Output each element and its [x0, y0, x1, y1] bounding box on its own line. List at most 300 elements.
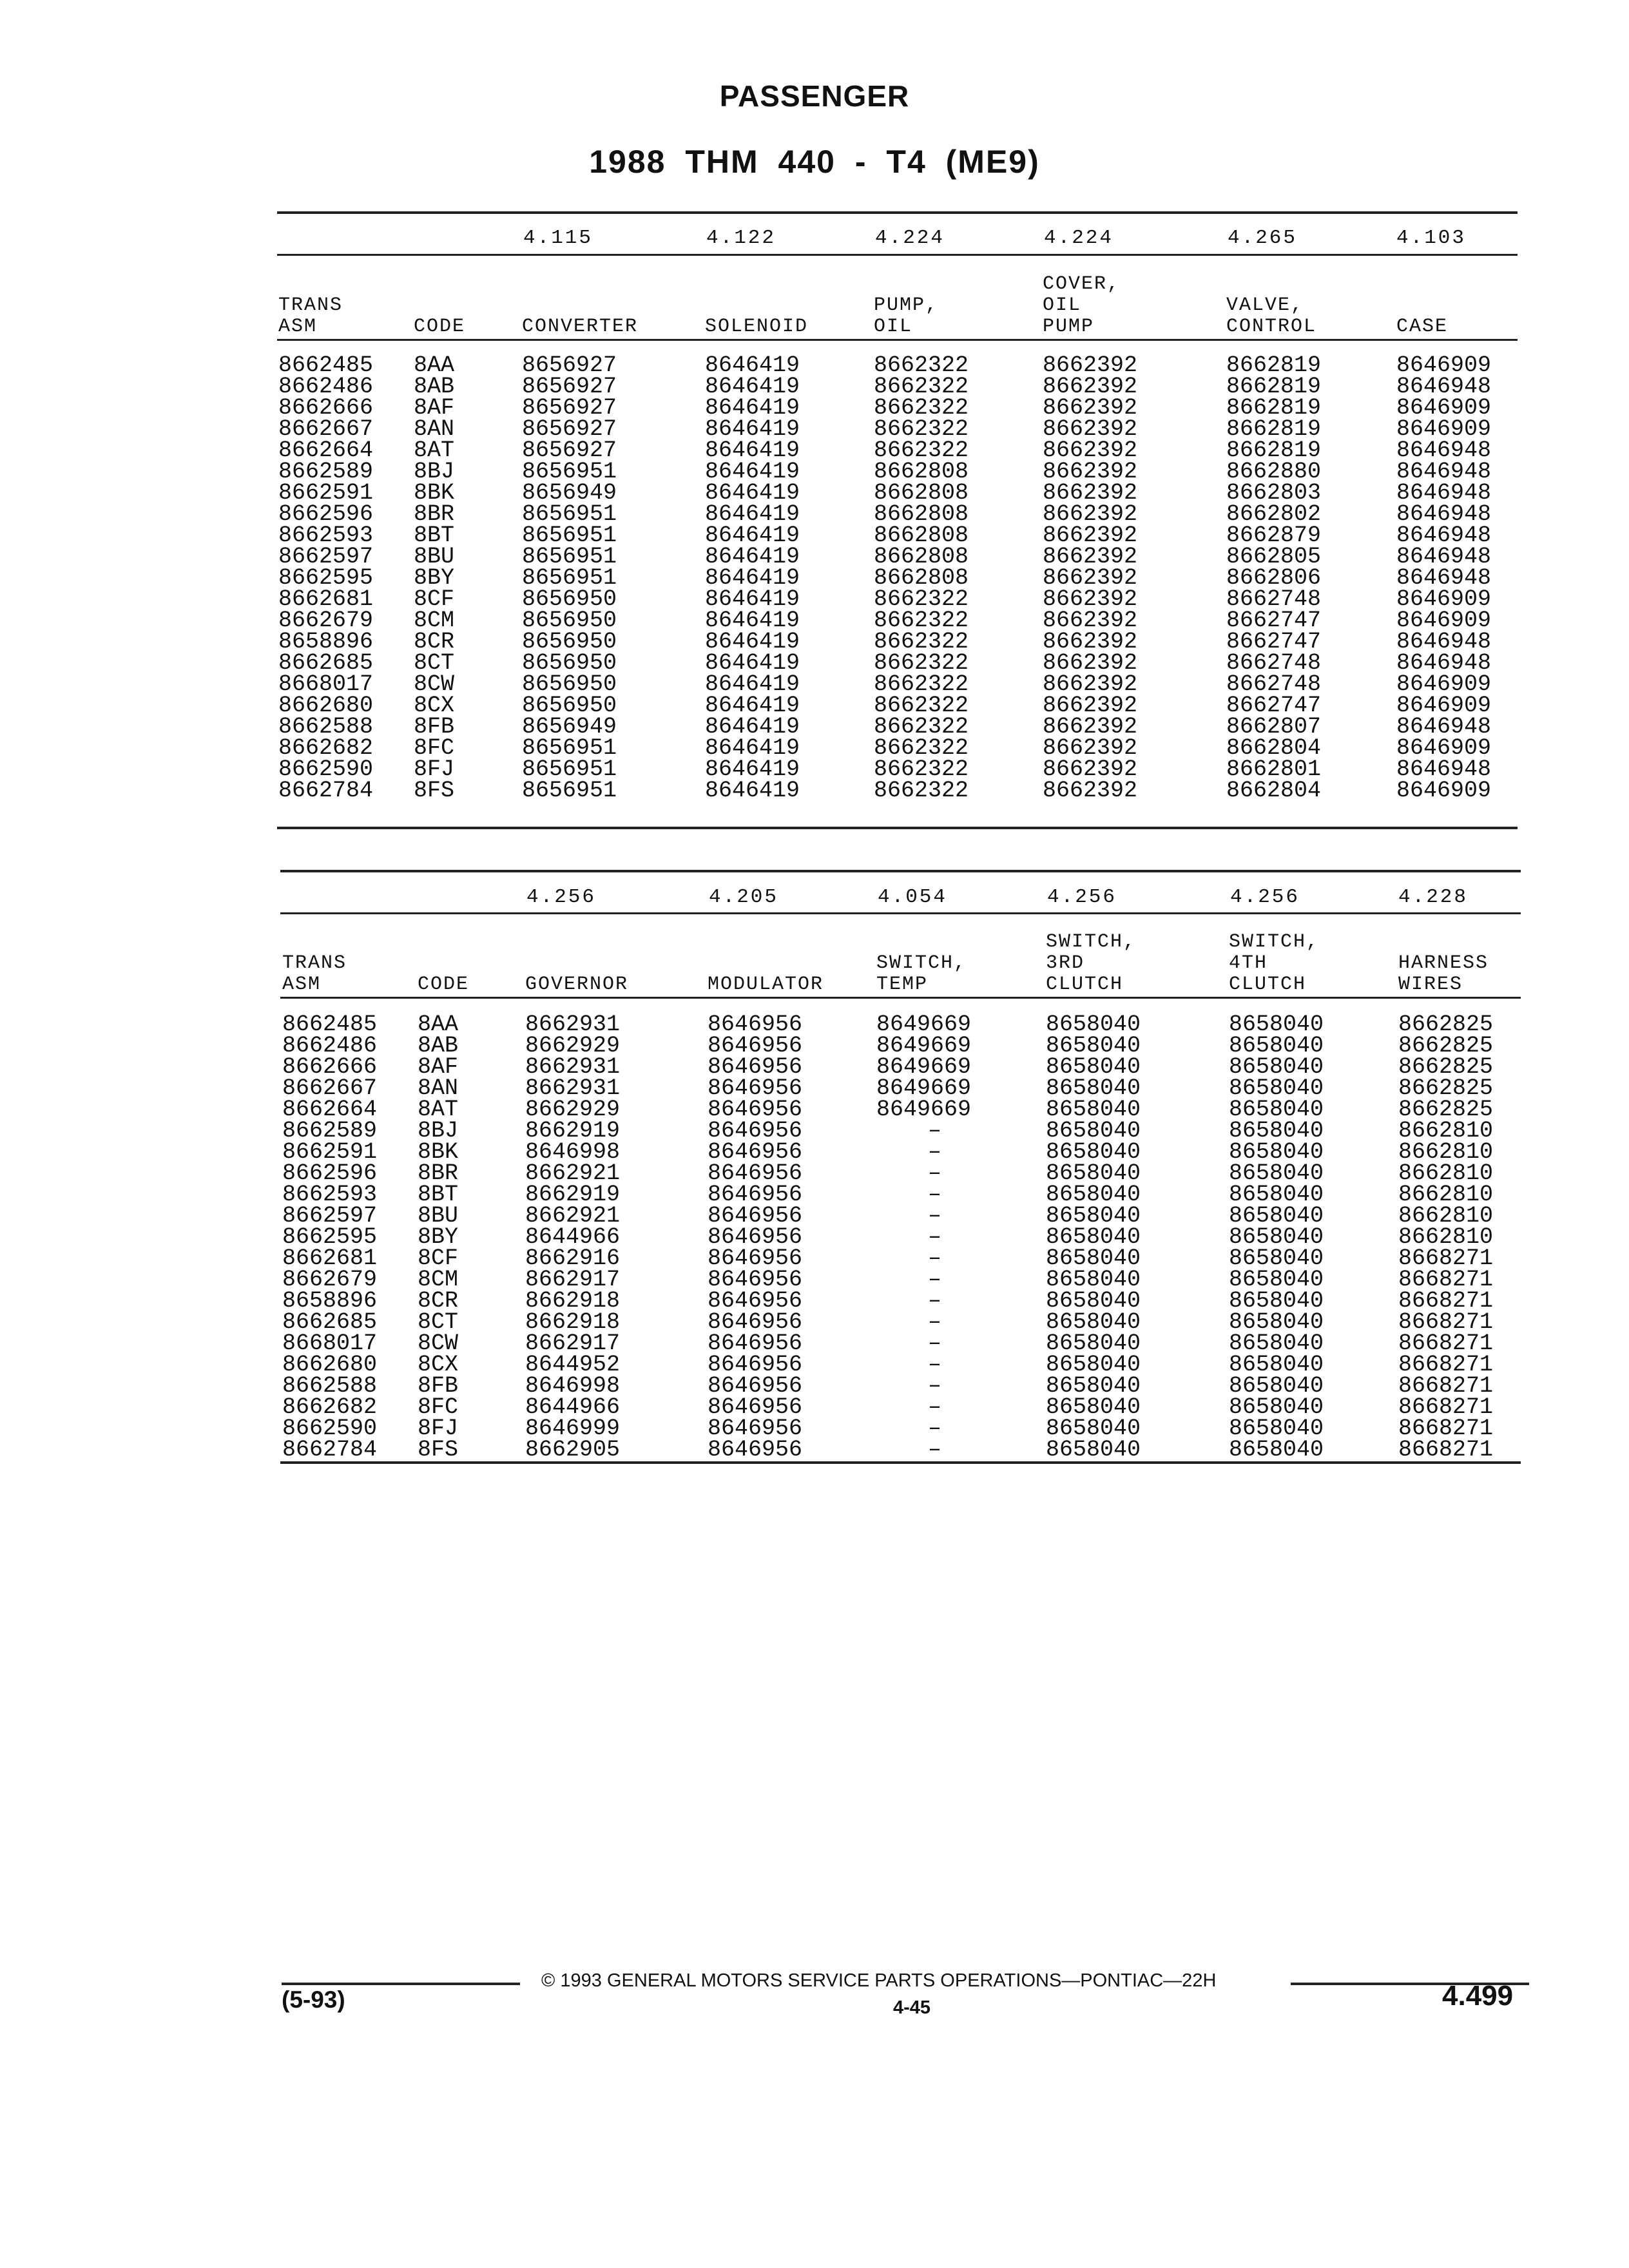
table-cell-col-4: 8646419 [705, 544, 800, 570]
table-cell-col-8: 8662810 [1398, 1182, 1494, 1207]
table-cell-col-6: 8662392 [1043, 416, 1138, 442]
column-header-col-7: CONTROL [1226, 316, 1317, 338]
table-cell-col-7: 8658040 [1229, 1118, 1324, 1144]
table-cell-col-6: 8662392 [1043, 586, 1138, 612]
table-cell-col-8: 8646909 [1396, 735, 1492, 761]
column-header-col-6: CLUTCH [1046, 974, 1124, 995]
table-cell-code: 8FS [414, 778, 455, 803]
table-cell-col-4: 8646419 [705, 565, 800, 591]
table-cell-col-4: 8646419 [705, 629, 800, 655]
table-cell-col-4: 8646956 [708, 1373, 803, 1399]
table-cell-col-8: 8646948 [1396, 565, 1492, 591]
table-cell-trans-asm: 8662597 [278, 544, 374, 570]
table-cell-col-7: 8658040 [1229, 1267, 1324, 1293]
table-cell-col-8: 8646948 [1396, 714, 1492, 740]
table-cell-col-3: 8656927 [522, 437, 617, 463]
table-cell-code: 8CT [414, 650, 455, 676]
table-cell-trans-asm: 8658896 [278, 629, 374, 655]
table-cell-col-7: 8658040 [1229, 1437, 1324, 1463]
table-cell-code: 8AT [414, 437, 455, 463]
table-cell-col-7: 8658040 [1229, 1288, 1324, 1314]
table-cell-col-5: – [928, 1182, 942, 1207]
table-cell-code: 8CM [414, 608, 455, 633]
table-cell-trans-asm: 8662680 [278, 693, 374, 718]
table-cell-col-5: – [928, 1373, 942, 1399]
table-cell-col-7: 8662819 [1226, 416, 1322, 442]
column-header-col-7: 4TH [1229, 952, 1268, 974]
table-cell-trans-asm: 8662784 [278, 778, 374, 803]
table-cell-col-7: 8658040 [1229, 1309, 1324, 1335]
table-cell-col-7: 8662748 [1226, 671, 1322, 697]
column-header-trans-asm: TRANS [282, 952, 347, 974]
table-cell-col-3: 8656950 [522, 693, 617, 718]
section-number: 4.256 [1230, 886, 1300, 908]
table-cell-code: 8AF [414, 395, 455, 421]
table-cell-col-6: 8658040 [1046, 1075, 1141, 1101]
table-cell-trans-asm: 8662681 [278, 586, 374, 612]
table-cell-col-7: 8658040 [1229, 1182, 1324, 1207]
table-cell-col-5: 8662808 [874, 480, 969, 506]
section-number: 4.115 [523, 227, 593, 249]
table-cell-trans-asm: 8662591 [282, 1139, 378, 1165]
table-cell-col-3: 8656950 [522, 650, 617, 676]
table-cell-trans-asm: 8662486 [282, 1033, 378, 1059]
table-cell-trans-asm: 8662685 [282, 1309, 378, 1335]
table-cell-trans-asm: 8662591 [278, 480, 374, 506]
table-cell-col-3: 8656951 [522, 459, 617, 485]
table-cell-trans-asm: 8662595 [278, 565, 374, 591]
table-cell-code: 8BY [414, 565, 455, 591]
table-cell-col-4: 8646956 [708, 1224, 803, 1250]
section-number: 4.054 [878, 886, 948, 908]
table-rule-header [280, 997, 1521, 999]
table-cell-col-5: 8662322 [874, 437, 969, 463]
table-cell-col-7: 8662747 [1226, 629, 1322, 655]
table-cell-code: 8BJ [418, 1118, 459, 1144]
table-cell-trans-asm: 8662682 [282, 1394, 378, 1420]
table-cell-col-5: – [928, 1331, 942, 1356]
table-cell-col-6: 8658040 [1046, 1224, 1141, 1250]
table-cell-code: 8FC [418, 1394, 459, 1420]
table-cell-code: 8FJ [418, 1416, 459, 1441]
footer-date: (5-93) [282, 1986, 345, 2013]
table-cell-col-3: 8662929 [525, 1097, 621, 1122]
table-cell-code: 8BK [418, 1139, 459, 1165]
table-cell-col-8: 8646948 [1396, 756, 1492, 782]
table-cell-col-4: 8646956 [708, 1437, 803, 1463]
table-cell-col-6: 8662392 [1043, 565, 1138, 591]
column-header-code: CODE [414, 316, 466, 338]
table-cell-col-7: 8658040 [1229, 1139, 1324, 1165]
table-cell-col-4: 8646956 [708, 1012, 803, 1037]
column-header-col-6: OIL [1043, 294, 1082, 316]
table-cell-col-4: 8646956 [708, 1097, 803, 1122]
table-cell-col-5: 8649669 [876, 1097, 972, 1122]
table-cell-col-7: 8658040 [1229, 1054, 1324, 1080]
table-cell-col-8: 8668271 [1398, 1352, 1494, 1378]
table-cell-col-8: 8646948 [1396, 523, 1492, 548]
table-cell-col-3: 8656950 [522, 629, 617, 655]
table-cell-trans-asm: 8662667 [282, 1075, 378, 1101]
table-cell-col-3: 8656950 [522, 586, 617, 612]
table-cell-code: 8AA [414, 352, 455, 378]
table-cell-col-8: 8668271 [1398, 1245, 1494, 1271]
table-cell-col-3: 8656927 [522, 395, 617, 421]
table-cell-col-7: 8658040 [1229, 1033, 1324, 1059]
table-cell-col-6: 8658040 [1046, 1309, 1141, 1335]
table-cell-col-6: 8658040 [1046, 1267, 1141, 1293]
table-cell-code: 8BU [418, 1203, 459, 1229]
table-cell-col-4: 8646419 [705, 501, 800, 527]
table-cell-col-5: 8662322 [874, 352, 969, 378]
table-cell-col-7: 8662803 [1226, 480, 1322, 506]
table-cell-col-7: 8662806 [1226, 565, 1322, 591]
table-cell-col-8: 8646948 [1396, 650, 1492, 676]
column-header-trans-asm: ASM [282, 974, 322, 995]
table-cell-trans-asm: 8662485 [282, 1012, 378, 1037]
table-cell-col-3: 8662921 [525, 1203, 621, 1229]
table-cell-col-6: 8658040 [1046, 1097, 1141, 1122]
table-cell-col-8: 8646948 [1396, 501, 1492, 527]
column-header-code: CODE [418, 974, 470, 995]
table-cell-col-4: 8646419 [705, 586, 800, 612]
table-cell-col-7: 8662819 [1226, 437, 1322, 463]
table-cell-col-6: 8658040 [1046, 1203, 1141, 1229]
column-header-col-8: HARNESS [1398, 952, 1489, 974]
table-rule-top [280, 870, 1521, 872]
table-cell-col-8: 8646909 [1396, 352, 1492, 378]
table-cell-col-6: 8662392 [1043, 735, 1138, 761]
table-cell-col-7: 8658040 [1229, 1373, 1324, 1399]
table-cell-col-8: 8668271 [1398, 1373, 1494, 1399]
table-cell-col-3: 8656951 [522, 735, 617, 761]
table-cell-col-8: 8646909 [1396, 778, 1492, 803]
table-cell-col-6: 8662392 [1043, 523, 1138, 548]
table-cell-col-8: 8662810 [1398, 1160, 1494, 1186]
table-cell-col-7: 8658040 [1229, 1097, 1324, 1122]
table-cell-code: 8AT [418, 1097, 459, 1122]
table-cell-col-6: 8658040 [1046, 1394, 1141, 1420]
table-cell-col-6: 8658040 [1046, 1139, 1141, 1165]
table-cell-trans-asm: 8662679 [282, 1267, 378, 1293]
table-cell-col-7: 8662801 [1226, 756, 1322, 782]
table-cell-code: 8BR [418, 1160, 459, 1186]
table-cell-col-8: 8646909 [1396, 671, 1492, 697]
table-rule-bottom [277, 827, 1518, 829]
table-cell-col-6: 8658040 [1046, 1012, 1141, 1037]
table-cell-col-6: 8662392 [1043, 714, 1138, 740]
table-cell-trans-asm: 8662597 [282, 1203, 378, 1229]
table-cell-col-5: – [928, 1245, 942, 1271]
table-cell-code: 8AN [418, 1075, 459, 1101]
table-cell-col-6: 8658040 [1046, 1118, 1141, 1144]
table-cell-col-3: 8646999 [525, 1416, 621, 1441]
column-header-col-5: PUMP, [874, 294, 939, 316]
table-cell-col-7: 8658040 [1229, 1012, 1324, 1037]
table-cell-col-5: 8662322 [874, 778, 969, 803]
table-cell-col-4: 8646956 [708, 1118, 803, 1144]
column-header-trans-asm: ASM [278, 316, 318, 338]
table-cell-col-6: 8662392 [1043, 352, 1138, 378]
table-cell-col-5: 8662808 [874, 523, 969, 548]
table-cell-col-5: – [928, 1288, 942, 1314]
table-cell-code: 8BR [414, 501, 455, 527]
table-cell-col-8: 8646948 [1396, 437, 1492, 463]
table-cell-col-8: 8668271 [1398, 1437, 1494, 1463]
table-cell-trans-asm: 8662685 [278, 650, 374, 676]
table-cell-col-4: 8646956 [708, 1160, 803, 1186]
table-cell-trans-asm: 8662593 [278, 523, 374, 548]
table-cell-col-5: – [928, 1309, 942, 1335]
table-cell-col-4: 8646419 [705, 352, 800, 378]
table-cell-col-4: 8646419 [705, 416, 800, 442]
table-cell-col-5: 8649669 [876, 1012, 972, 1037]
section-number: 4.224 [1044, 227, 1114, 249]
table-cell-col-5: – [928, 1416, 942, 1441]
column-header-col-7: VALVE, [1226, 294, 1304, 316]
table-cell-col-3: 8644952 [525, 1352, 621, 1378]
column-header-col-8: WIRES [1398, 974, 1463, 995]
table-cell-col-4: 8646419 [705, 778, 800, 803]
table-cell-col-8: 8662825 [1398, 1097, 1494, 1122]
table-cell-col-8: 8646909 [1396, 693, 1492, 718]
table-cell-code: 8AN [414, 416, 455, 442]
table-cell-col-7: 8662880 [1226, 459, 1322, 485]
table-cell-col-8: 8646948 [1396, 459, 1492, 485]
table-cell-col-8: 8668271 [1398, 1394, 1494, 1420]
table-cell-code: 8BK [414, 480, 455, 506]
table-cell-col-5: 8662322 [874, 735, 969, 761]
column-header-col-5: TEMP [876, 974, 929, 995]
table-rule-top [277, 211, 1518, 214]
table-cell-col-6: 8658040 [1046, 1182, 1141, 1207]
table-cell-col-7: 8662747 [1226, 608, 1322, 633]
table-cell-col-7: 8662805 [1226, 544, 1322, 570]
table-cell-col-8: 8646948 [1396, 544, 1492, 570]
table-cell-col-3: 8662919 [525, 1118, 621, 1144]
table-cell-col-3: 8656951 [522, 565, 617, 591]
table-cell-col-5: 8662322 [874, 629, 969, 655]
table-cell-col-3: 8662917 [525, 1267, 621, 1293]
table-cell-col-5: 8649669 [876, 1075, 972, 1101]
column-header-col-7: SWITCH, [1229, 931, 1320, 953]
table-cell-code: 8CF [414, 586, 455, 612]
footer-rule-left [282, 1983, 520, 1985]
table-cell-col-4: 8646419 [705, 714, 800, 740]
table-cell-col-8: 8662825 [1398, 1054, 1494, 1080]
table-cell-col-4: 8646956 [708, 1331, 803, 1356]
table-cell-col-5: 8662322 [874, 374, 969, 399]
table-cell-trans-asm: 8662588 [278, 714, 374, 740]
table-cell-col-7: 8658040 [1229, 1331, 1324, 1356]
table-cell-col-3: 8656949 [522, 480, 617, 506]
table-cell-trans-asm: 8662681 [282, 1245, 378, 1271]
table-cell-col-3: 8646998 [525, 1373, 621, 1399]
table-cell-col-3: 8656927 [522, 374, 617, 399]
table-cell-code: 8CX [418, 1352, 459, 1378]
section-number: 4.103 [1396, 227, 1467, 249]
table-cell-col-3: 8656951 [522, 501, 617, 527]
table-cell-col-3: 8656927 [522, 352, 617, 378]
table-cell-col-7: 8662879 [1226, 523, 1322, 548]
table-cell-col-8: 8646909 [1396, 586, 1492, 612]
table-cell-col-5: 8662808 [874, 544, 969, 570]
table-cell-col-6: 8662392 [1043, 437, 1138, 463]
table-cell-col-7: 8662807 [1226, 714, 1322, 740]
table-cell-col-4: 8646419 [705, 374, 800, 399]
table-cell-col-4: 8646956 [708, 1182, 803, 1207]
table-cell-col-3: 8656927 [522, 416, 617, 442]
column-header-trans-asm: TRANS [278, 294, 343, 316]
table-cell-trans-asm: 8662590 [282, 1416, 378, 1441]
table-cell-col-4: 8646956 [708, 1309, 803, 1335]
table-cell-col-5: 8662322 [874, 693, 969, 718]
table-cell-col-5: 8662808 [874, 459, 969, 485]
table-cell-code: 8FC [414, 735, 455, 761]
table-cell-trans-asm: 8662595 [282, 1224, 378, 1250]
table-cell-col-6: 8658040 [1046, 1331, 1141, 1356]
table-cell-col-6: 8662392 [1043, 395, 1138, 421]
table-cell-col-3: 8662929 [525, 1033, 621, 1059]
table-cell-code: 8FB [414, 714, 455, 740]
table-cell-code: 8CW [414, 671, 455, 697]
column-header-col-8: CASE [1396, 316, 1449, 338]
table-cell-col-5: – [928, 1160, 942, 1186]
table-cell-col-6: 8662392 [1043, 693, 1138, 718]
table-cell-col-7: 8662819 [1226, 395, 1322, 421]
table-cell-col-6: 8658040 [1046, 1054, 1141, 1080]
table-cell-col-5: 8662808 [874, 501, 969, 527]
column-header-col-5: SWITCH, [876, 952, 967, 974]
table-cell-col-6: 8662392 [1043, 671, 1138, 697]
table-cell-col-8: 8662810 [1398, 1224, 1494, 1250]
table-cell-trans-asm: 8662593 [282, 1182, 378, 1207]
table-cell-code: 8AB [418, 1033, 459, 1059]
table-cell-col-7: 8658040 [1229, 1394, 1324, 1420]
table-cell-trans-asm: 8668017 [278, 671, 374, 697]
table-cell-trans-asm: 8662486 [278, 374, 374, 399]
column-header-col-4: SOLENOID [705, 316, 809, 338]
table-cell-col-8: 8668271 [1398, 1331, 1494, 1356]
table-cell-col-7: 8658040 [1229, 1160, 1324, 1186]
table-cell-col-8: 8662810 [1398, 1118, 1494, 1144]
table-cell-col-4: 8646956 [708, 1394, 803, 1420]
table-cell-code: 8CM [418, 1267, 459, 1293]
section-number: 4.205 [709, 886, 779, 908]
table-cell-col-4: 8646419 [705, 608, 800, 633]
table-cell-col-6: 8658040 [1046, 1437, 1141, 1463]
table-cell-col-7: 8658040 [1229, 1224, 1324, 1250]
table-cell-trans-asm: 8662784 [282, 1437, 378, 1463]
table-cell-col-6: 8662392 [1043, 501, 1138, 527]
table-cell-trans-asm: 8662682 [278, 735, 374, 761]
table-cell-col-6: 8662392 [1043, 629, 1138, 655]
table-cell-col-5: – [928, 1352, 942, 1378]
table-cell-col-7: 8658040 [1229, 1203, 1324, 1229]
table-cell-col-7: 8662804 [1226, 778, 1322, 803]
table-cell-col-4: 8646419 [705, 693, 800, 718]
table-cell-col-6: 8662392 [1043, 650, 1138, 676]
table-cell-col-8: 8662825 [1398, 1033, 1494, 1059]
table-cell-col-7: 8662819 [1226, 374, 1322, 399]
table-cell-col-7: 8658040 [1229, 1245, 1324, 1271]
table-cell-code: 8CR [418, 1288, 459, 1314]
section-number: 4.256 [526, 886, 597, 908]
table-cell-col-6: 8662392 [1043, 374, 1138, 399]
table-cell-col-6: 8658040 [1046, 1352, 1141, 1378]
table-cell-trans-asm: 8662667 [278, 416, 374, 442]
table-cell-trans-asm: 8662666 [278, 395, 374, 421]
table-cell-col-4: 8646419 [705, 756, 800, 782]
table-cell-trans-asm: 8662664 [278, 437, 374, 463]
table-rule-header [277, 339, 1518, 341]
table-cell-code: 8BY [418, 1224, 459, 1250]
table-cell-col-4: 8646419 [705, 523, 800, 548]
table-rule-bottom [280, 1461, 1521, 1464]
table-cell-col-5: 8662322 [874, 671, 969, 697]
table-cell-col-8: 8646948 [1396, 480, 1492, 506]
table-cell-trans-asm: 8662679 [278, 608, 374, 633]
table-cell-col-3: 8662905 [525, 1437, 621, 1463]
table-cell-col-8: 8662810 [1398, 1203, 1494, 1229]
table-rule-sections [280, 912, 1521, 914]
table-rule-sections [277, 254, 1518, 256]
table-cell-code: 8FB [418, 1373, 459, 1399]
table-cell-code: 8AB [414, 374, 455, 399]
table-cell-col-4: 8646419 [705, 459, 800, 485]
table-cell-trans-asm: 8662596 [278, 501, 374, 527]
table-cell-col-4: 8646956 [708, 1352, 803, 1378]
table-cell-col-4: 8646419 [705, 671, 800, 697]
table-cell-code: 8FS [418, 1437, 459, 1463]
table-cell-col-5: 8649669 [876, 1033, 972, 1059]
table-cell-col-3: 8656951 [522, 778, 617, 803]
table-cell-trans-asm: 8662588 [282, 1373, 378, 1399]
table-cell-col-3: 8662931 [525, 1075, 621, 1101]
table-cell-col-4: 8646956 [708, 1203, 803, 1229]
table-cell-col-3: 8662918 [525, 1309, 621, 1335]
table-cell-col-3: 8656950 [522, 671, 617, 697]
table-cell-trans-asm: 8662666 [282, 1054, 378, 1080]
table-cell-col-4: 8646419 [705, 735, 800, 761]
table-cell-col-6: 8662392 [1043, 608, 1138, 633]
table-cell-col-6: 8658040 [1046, 1033, 1141, 1059]
table-cell-col-6: 8662392 [1043, 480, 1138, 506]
table-cell-col-6: 8662392 [1043, 778, 1138, 803]
column-header-col-3: GOVERNOR [525, 974, 629, 995]
footer-page-number: 4.499 [1442, 1980, 1514, 2012]
table-cell-col-8: 8668271 [1398, 1288, 1494, 1314]
table-cell-code: 8AF [418, 1054, 459, 1080]
column-header-col-6: 3RD [1046, 952, 1085, 974]
table-cell-col-8: 8662810 [1398, 1139, 1494, 1165]
table-cell-col-3: 8662931 [525, 1054, 621, 1080]
table-cell-code: 8CT [418, 1309, 459, 1335]
table-cell-col-7: 8662804 [1226, 735, 1322, 761]
table-cell-col-3: 8662916 [525, 1245, 621, 1271]
table-cell-col-7: 8662819 [1226, 352, 1322, 378]
section-number: 4.228 [1398, 886, 1469, 908]
table-cell-col-5: 8662322 [874, 650, 969, 676]
table-cell-col-5: – [928, 1394, 942, 1420]
table-cell-col-6: 8658040 [1046, 1416, 1141, 1441]
table-cell-col-3: 8662931 [525, 1012, 621, 1037]
table-cell-col-5: 8662322 [874, 608, 969, 633]
table-cell-col-8: 8668271 [1398, 1309, 1494, 1335]
section-number: 4.224 [875, 227, 945, 249]
table-cell-col-7: 8662748 [1226, 586, 1322, 612]
table-cell-code: 8CR [414, 629, 455, 655]
